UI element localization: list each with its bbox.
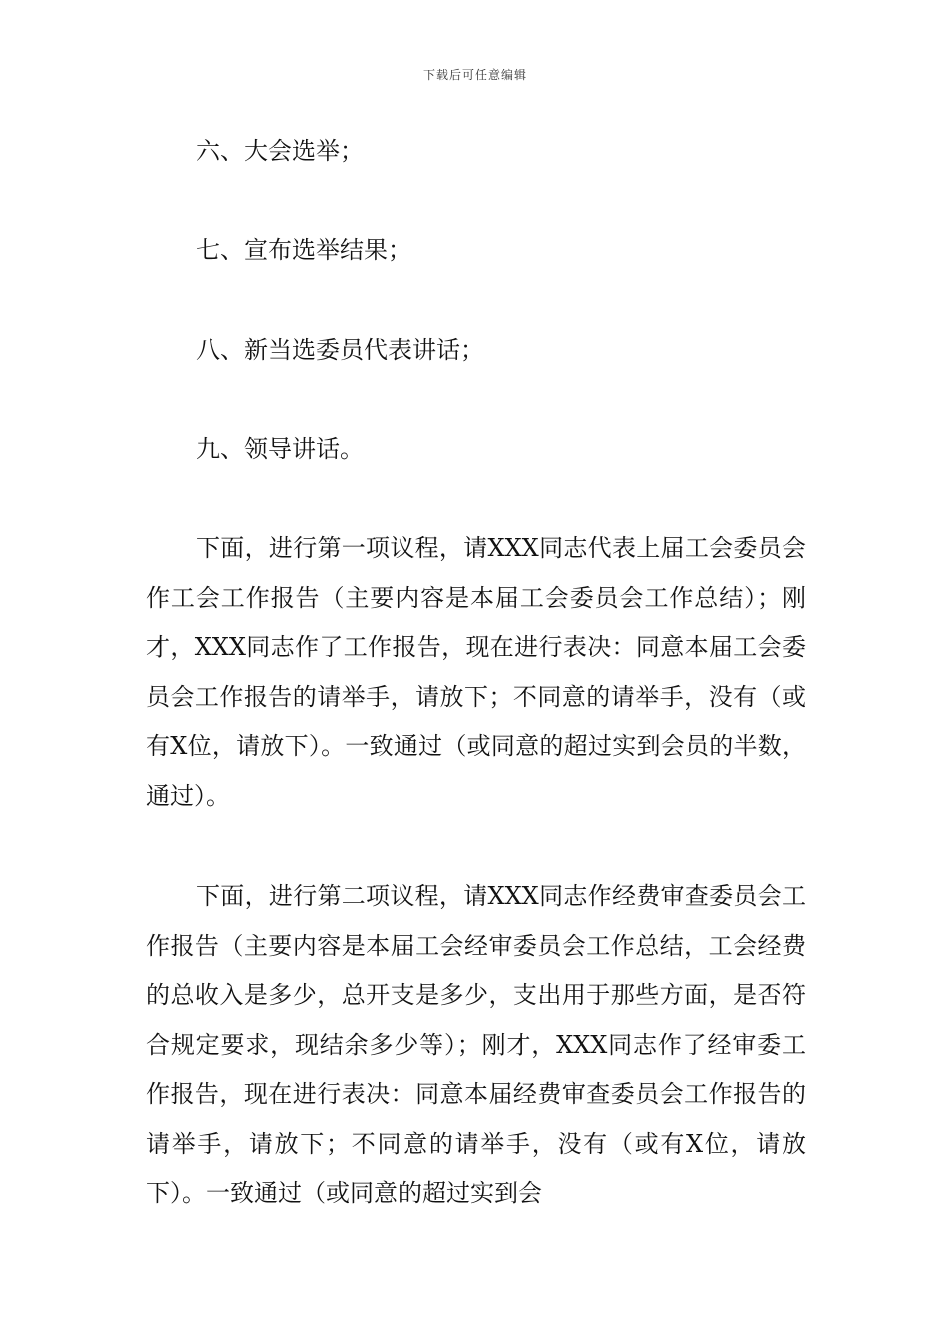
header-note: 下载后可任意编辑 (422, 68, 527, 82)
agenda-item-leader-speech: 九、领导讲话。 (196, 435, 364, 463)
agenda-item-new-member-speech: 八、新当选委员代表讲话； (196, 336, 484, 364)
agenda-item-election: 六、大会选举； (196, 137, 364, 165)
paragraph-first-agenda: 下面，进行第一项议程，请XXX同志代表上届工会委员会作工会工作报告（主要内容是本届工会委员会工作总结）；刚才，XXX同志作了工作报告，现在进行表决：同意本届工会委员会工作报告的请举手，请放下；不同意的请举手，没有（或有X位，请放下）。一致通过（或同意的超过实到会员的半数，通过）。 (146, 534, 806, 810)
paragraph-second-agenda: 下面，进行第二项议程，请XXX同志作经费审查委员会工作报告（主要内容是本届工会经审委员会工作总结，工会经费的总收入是多少，总开支是多少，支出用于那些方面，是否符合规定要求，现结余多少等）；刚才，XXX同志作了经审委工作报告，现在进行表决：同意本届经费审查委员会工作报告的请举手，请放下；不同意的请举手，没有（或有X位，请放下）。一致通过（或同意的超过实到会 (146, 882, 806, 1207)
agenda-item-announce-results: 七、宣布选举结果； (196, 236, 412, 264)
